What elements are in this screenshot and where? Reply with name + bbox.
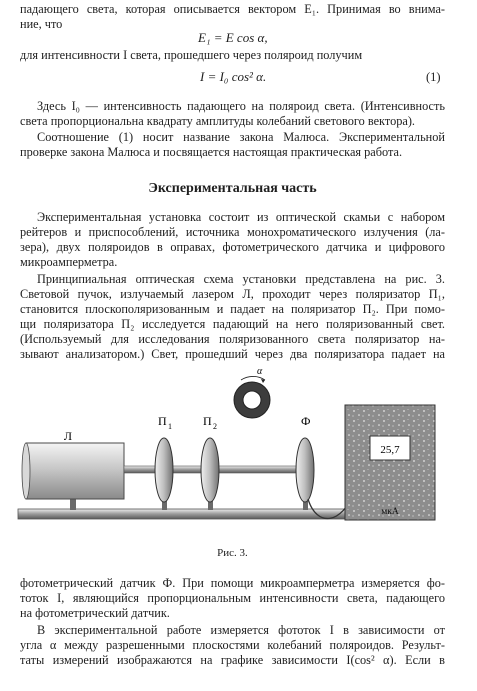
text-line: фотометрический датчик Ф. При помощи микроамперметра измеряется фо- [20, 576, 445, 590]
text-line: (Используемый для исследования поляризованного света поляризатор на- [20, 332, 445, 346]
text-line: Световой пучок, излучаемый лазером Л, проходит через поляризатор П₁, [20, 287, 445, 301]
equation-e1: E₁ = E cos α, [198, 30, 268, 45]
text-line: В экспериментальной работе измеряется фототок I в зависимости от [37, 623, 445, 637]
detector-disk [296, 438, 314, 502]
laser-body [26, 443, 124, 499]
text-line: рейтеров и приспособлений, источника монохроматического излучения (ла- [20, 225, 445, 239]
text-line: становится плоскополяризованным и падает на поляризатор П₂. При помо- [20, 302, 445, 316]
text-line: тоток I, являющийся пропорциональным интенсивности света, падающего [20, 591, 445, 605]
polarizer2-subscript: 2 [213, 422, 217, 431]
polarizer2-label: П [203, 414, 212, 428]
laser-label: Л [63, 429, 73, 443]
text-line: Принципиальная оптическая схема установки представлена на рис. 3. [37, 272, 445, 286]
laser-stand [70, 498, 76, 510]
detector-label: Ф [301, 414, 311, 428]
polarizer2-disk [201, 438, 219, 502]
meter-reading: 25,7 [380, 444, 400, 456]
text-line: микроамперметра. [20, 255, 118, 269]
text-line: для интенсивности I света, прошедшего через поляроид получим [20, 48, 363, 62]
equation-number: (1) [426, 70, 441, 84]
text-line: света пропорциональна квадрату амплитуды колебаний светового вектора). [20, 114, 415, 128]
polarizer1-disk [155, 438, 173, 502]
text-line: щи поляризатора П₂ исследуется падающий на него поляризованный свет. [20, 317, 445, 331]
polarizer1-label: П [158, 414, 167, 428]
text-line: Экспериментальная установка состоит из оптической скамьи с набором [37, 210, 445, 224]
microammeter-body [345, 405, 435, 520]
text-line: зера), двух поляроидов в оправах, фотометрического датчика и цифрового [20, 240, 445, 254]
section-heading: Экспериментальная часть [148, 181, 317, 196]
text-line: Здесь I₀ — интенсивность падающего на поляроид света. (Интенсивность [37, 99, 445, 113]
laser-back-cap [22, 443, 30, 499]
polarizer-aperture [243, 391, 261, 409]
text-line: ние, что [20, 17, 63, 31]
text-line: зывают анализатором.) Свет, прошедший через два поляризатора падает на [20, 347, 445, 361]
text-line: проверке закона Малюса и посвящается настоящая практическая работа. [20, 145, 403, 159]
text-line: угла α между разрешенными плоскостями колебаний поляроидов. Результ- [20, 638, 445, 652]
equation-malus: I = I₀ cos² α. [200, 69, 267, 84]
text-line: Соотношение (1) носит название закона Малюса. Экспериментальной [37, 130, 445, 144]
text-line: таты измерений изображаются на графике зависимости I(cos² α). Если в [20, 653, 445, 667]
text-line: падающего света, которая описывается вектором E₁. Принимая во внима- [20, 2, 445, 16]
figure-caption: Рис. 3. [217, 547, 248, 559]
text-line: на фотометрический датчик. [20, 606, 170, 620]
polarizer1-subscript: 1 [168, 422, 172, 431]
angle-label: α [257, 366, 263, 377]
optical-bench-rail [18, 509, 348, 519]
optical-setup-figure [12, 358, 452, 533]
meter-unit-label: мкА [381, 507, 399, 517]
